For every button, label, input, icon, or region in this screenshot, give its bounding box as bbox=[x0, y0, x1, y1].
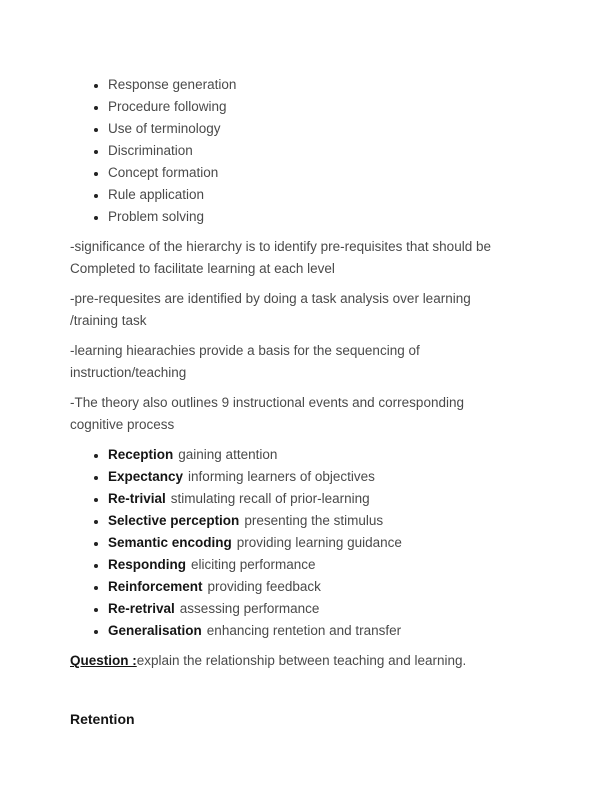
list-item bbox=[108, 576, 542, 598]
list-item: • Problem solving bbox=[108, 206, 542, 228]
list-item bbox=[108, 466, 542, 488]
event-term: Responding bbox=[108, 557, 186, 572]
list-item: • Use of terminology bbox=[108, 118, 542, 140]
paragraph-line: cognitive process bbox=[70, 417, 175, 432]
question-label: Question : bbox=[70, 653, 137, 668]
event-term: Reception bbox=[108, 447, 174, 462]
event-description: enhancing rentetion and transfer bbox=[206, 623, 402, 638]
event-description: gaining attention bbox=[178, 447, 278, 462]
paragraph-line: Completed to facilitate learning at each level bbox=[70, 261, 335, 276]
list-item: • Response generation bbox=[108, 74, 542, 96]
paragraph-line: -The theory also outlines 9 instructional events and corresponding bbox=[70, 395, 464, 410]
list-item bbox=[108, 554, 542, 576]
event-term: Semantic encoding bbox=[108, 535, 232, 550]
event-term: Re-trivial bbox=[108, 491, 166, 506]
paragraph-prerequisites bbox=[70, 288, 542, 332]
list-item bbox=[108, 510, 542, 532]
paragraph-hierarchy-significance bbox=[70, 236, 542, 280]
event-description: providing feedback bbox=[207, 579, 321, 594]
list-item: • Discrimination bbox=[108, 140, 542, 162]
event-term: Expectancy bbox=[108, 469, 184, 484]
list-item bbox=[108, 620, 542, 642]
list-item bbox=[108, 598, 542, 620]
event-description: assessing performance bbox=[179, 601, 320, 616]
question-line bbox=[70, 650, 542, 672]
instructional-events-list bbox=[70, 444, 542, 642]
list-item bbox=[108, 444, 542, 466]
paragraph-line: instruction/teaching bbox=[70, 365, 187, 380]
event-term: Generalisation bbox=[108, 623, 202, 638]
paragraph-line: /training task bbox=[70, 313, 147, 328]
event-description: providing learning guidance bbox=[236, 535, 402, 550]
event-description: informing learners of objectives bbox=[188, 469, 375, 484]
event-description: stimulating recall of prior-learning bbox=[170, 491, 370, 506]
list-item: • Procedure following bbox=[108, 96, 542, 118]
list-item bbox=[108, 488, 542, 510]
event-term: Selective perception bbox=[108, 513, 240, 528]
list-item: • Concept formation bbox=[108, 162, 542, 184]
paragraph-nine-events bbox=[70, 392, 542, 436]
learning-outcomes-list bbox=[70, 74, 542, 228]
question-text: explain the relationship between teaching and learning. bbox=[136, 653, 467, 668]
list-item: • Rule application bbox=[108, 184, 542, 206]
paragraph-line: -learning hiearachies provide a basis for the sequencing of bbox=[70, 343, 420, 358]
list-item bbox=[108, 532, 542, 554]
paragraph-learning-hierarchies bbox=[70, 340, 542, 384]
event-term: Re-retrival bbox=[108, 601, 175, 616]
event-description: presenting the stimulus bbox=[244, 513, 384, 528]
paragraph-line: -pre-requesites are identified by doing a task analysis over learning bbox=[70, 291, 471, 306]
retention-heading: Retention bbox=[70, 711, 135, 727]
paragraph-line: -significance of the hierarchy is to identify pre-requisites that should be bbox=[70, 239, 491, 254]
event-term: Reinforcement bbox=[108, 579, 203, 594]
event-description: eliciting performance bbox=[191, 557, 316, 572]
